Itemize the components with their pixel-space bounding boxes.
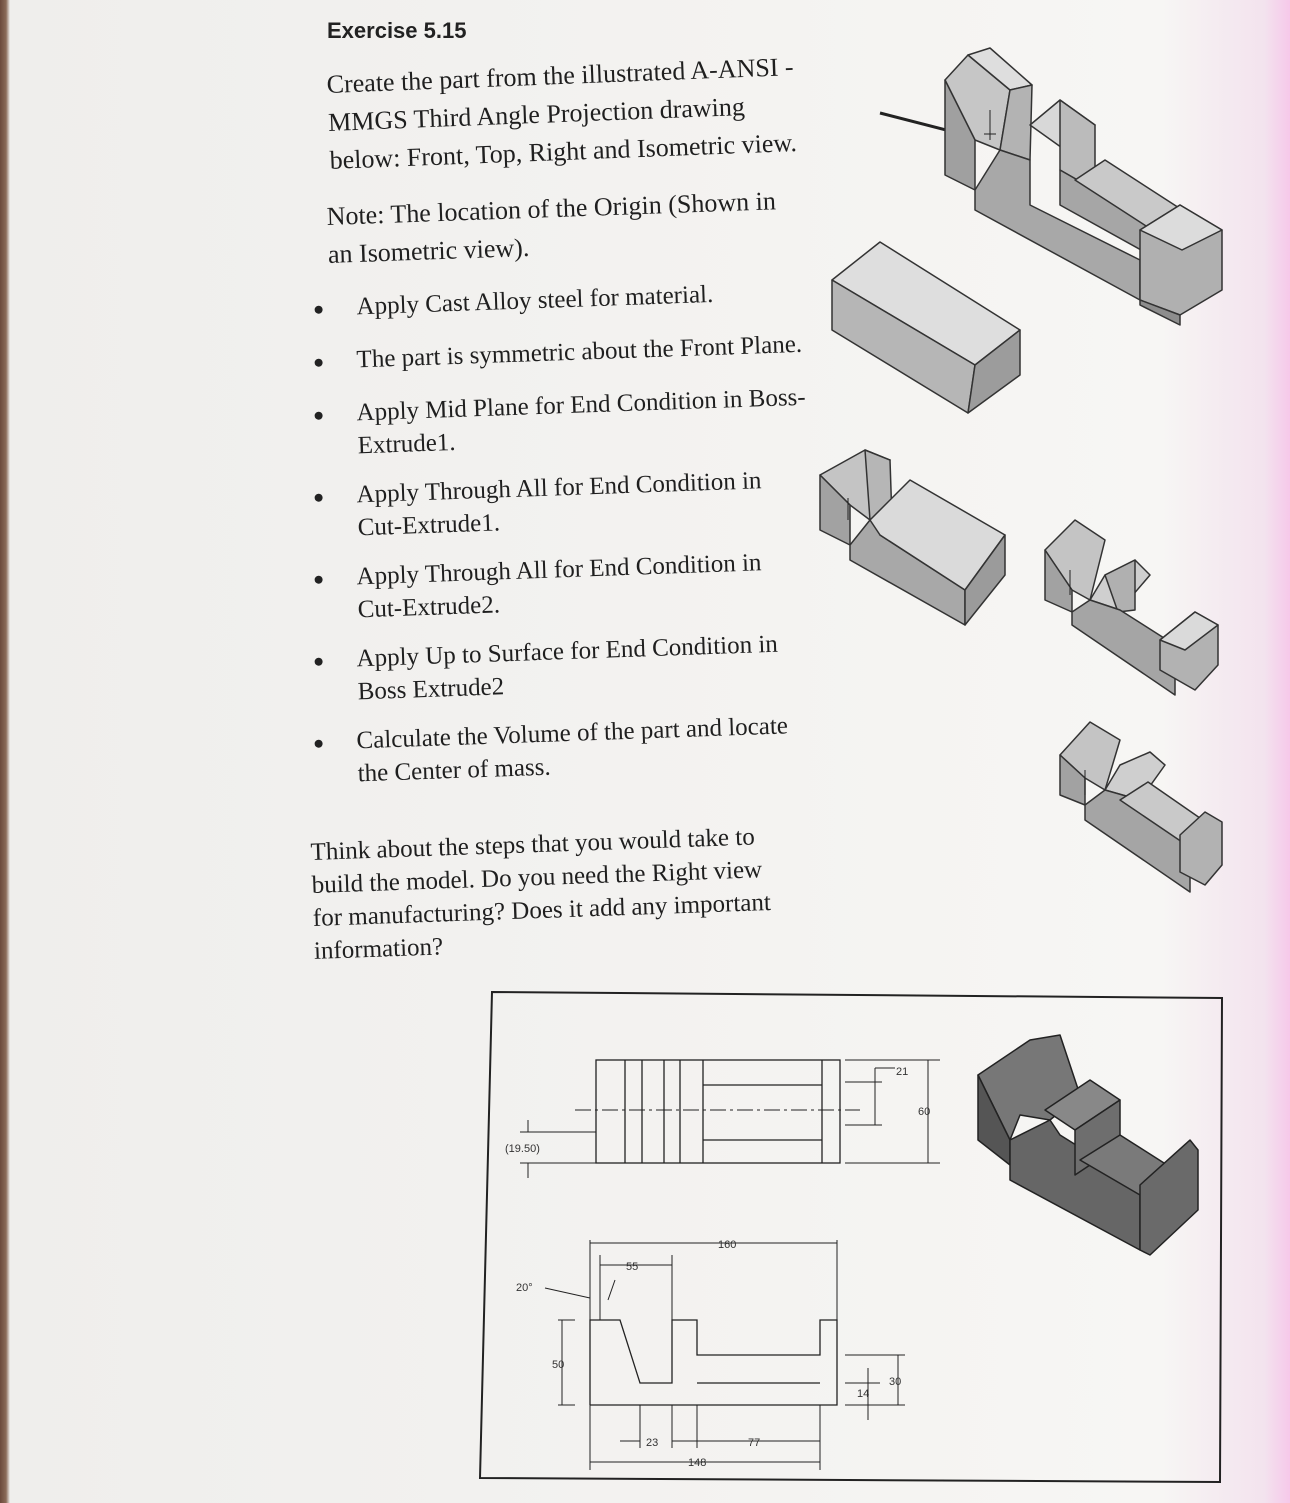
dim-20-degrees: 20° xyxy=(516,1282,533,1294)
dim-55: 55 xyxy=(626,1261,639,1273)
instruction-item: Calculate the Volume of the part and locate the Center of mass. xyxy=(310,709,812,792)
dim-23: 23 xyxy=(646,1437,659,1449)
dim-148: 148 xyxy=(688,1457,707,1469)
instruction-item: Apply Cast Alloy steel for material. xyxy=(310,275,811,325)
dim-50: 50 xyxy=(552,1359,565,1371)
dim-160: 160 xyxy=(718,1239,737,1251)
dim-77: 77 xyxy=(748,1437,761,1449)
instruction-item: Apply Through All for End Condition in Cut-Extrude1. xyxy=(310,463,812,546)
dim-60: 60 xyxy=(918,1106,931,1118)
instruction-item: Apply Mid Plane for End Condition in Boss-Extrude1. xyxy=(310,381,812,464)
instruction-item: Apply Up to Surface for End Condition in Boss Extrude2 xyxy=(310,627,812,710)
dim-14: 14 xyxy=(857,1388,870,1400)
intro-paragraph: Create the part from the illustrated A-ANSI - MMGS Third Angle Projection drawing below: Front, Top, Right and Isometric view. xyxy=(326,52,798,175)
instruction-item: The part is symmetric about the Front Plane. xyxy=(310,328,811,378)
dim-30: 30 xyxy=(889,1376,902,1388)
dim-19-50: (19.50) xyxy=(505,1143,540,1155)
closing-paragraph: Think about the steps that you would take to build the model. Do you need the Right view for manufacturing? Does it add any important information? xyxy=(310,823,772,965)
exercise-title: Exercise 5.15 xyxy=(327,18,467,43)
dim-21: 21 xyxy=(896,1066,909,1078)
instruction-item: Apply Through All for End Condition in Cut-Extrude2. xyxy=(310,545,812,628)
note-paragraph: Note: The location of the Origin (Shown in an Isometric view). xyxy=(326,186,777,269)
